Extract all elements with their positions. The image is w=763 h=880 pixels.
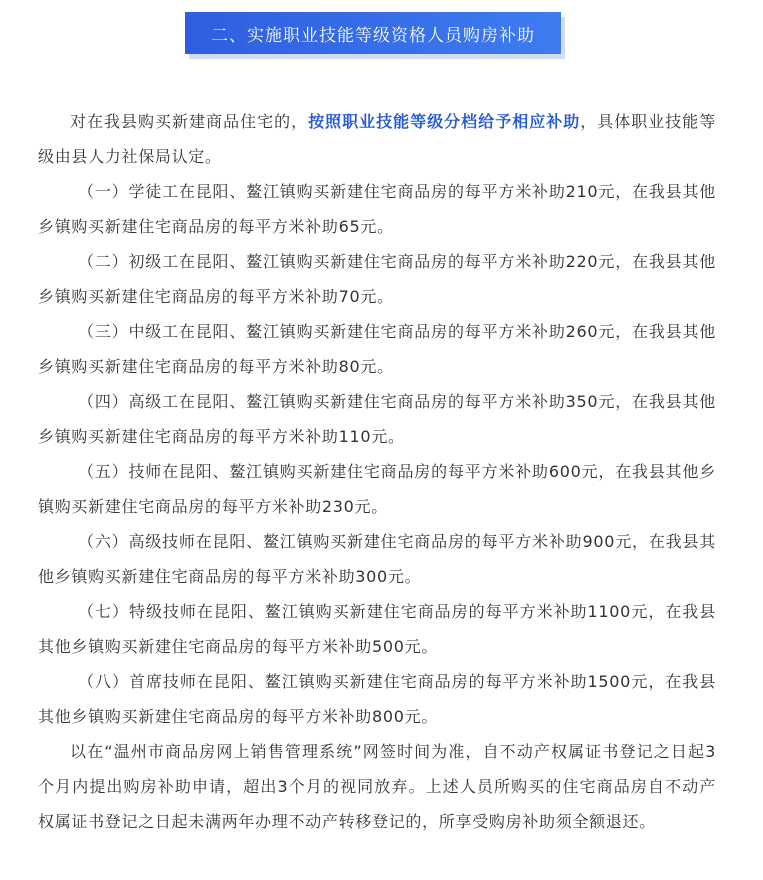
intro-paragraph [38, 104, 716, 174]
intro-text-after: ，具体职业技能等级由县人力社保局认定。 [38, 112, 716, 166]
subsidy-item-5: （五）技师在昆阳、鳌江镇购买新建住宅商品房的每平方米补助600元，在我县其他乡镇购买新建住宅商品房的每平方米补助230元。 [38, 462, 716, 516]
subsidy-item-3: （三）中级工在昆阳、鳌江镇购买新建住宅商品房的每平方米补助260元，在我县其他乡镇购买新建住宅商品房的每平方米补助80元。 [38, 322, 716, 376]
section-header [185, 12, 561, 54]
intro-highlight: 按照职业技能等级分档给予相应补助 [308, 112, 581, 131]
subsidy-item-8: （八）首席技师在昆阳、鳌江镇购买新建住宅商品房的每平方米补助1500元，在我县其他乡镇购买新建住宅商品房的每平方米补助800元。 [38, 672, 716, 726]
subsidy-item-4: （四）高级工在昆阳、鳌江镇购买新建住宅商品房的每平方米补助350元，在我县其他乡镇购买新建住宅商品房的每平方米补助110元。 [38, 392, 716, 446]
closing-paragraph: 以在“温州市商品房网上销售管理系统”网签时间为准，自不动产权属证书登记之日起3个月内提出购房补助申请，超出3个月的视同放弃。上述人员所购买的住宅商品房自不动产权属证书登记之日起未满两年办理不动产转移登记的，所享受购房补助须全额退还。 [38, 742, 716, 831]
subsidy-item-6: （六）高级技师在昆阳、鳌江镇购买新建住宅商品房的每平方米补助900元，在我县其他乡镇购买新建住宅商品房的每平方米补助300元。 [38, 532, 716, 586]
subsidy-item-1: （一）学徒工在昆阳、鳌江镇购买新建住宅商品房的每平方米补助210元，在我县其他乡镇购买新建住宅商品房的每平方米补助65元。 [38, 182, 716, 236]
intro-text-before: 对在我县购买新建商品住宅的， [70, 112, 309, 131]
article-body [38, 104, 716, 839]
section-title: 二、实施职业技能等级资格人员购房补助 [211, 25, 535, 46]
subsidy-item-7: （七）特级技师在昆阳、鳌江镇购买新建住宅商品房的每平方米补助1100元，在我县其他乡镇购买新建住宅商品房的每平方米补助500元。 [38, 602, 716, 656]
subsidy-item-2: （二）初级工在昆阳、鳌江镇购买新建住宅商品房的每平方米补助220元，在我县其他乡镇购买新建住宅商品房的每平方米补助70元。 [38, 252, 716, 306]
